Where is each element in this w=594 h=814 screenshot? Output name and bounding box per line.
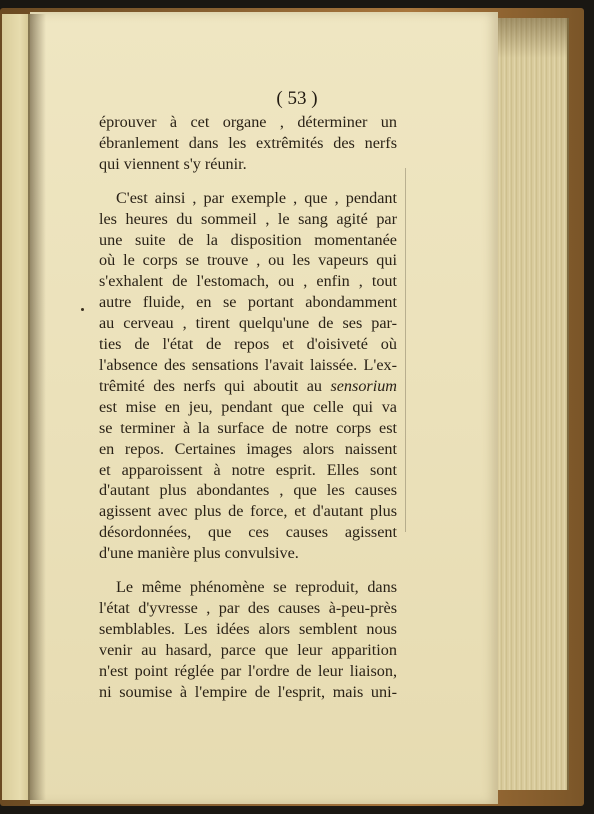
text-line: l'absence des sensations l'avait laissée. L'ex-: [99, 355, 397, 374]
text-line: et apparoissent à notre esprit. Elles sont: [99, 460, 397, 479]
text-line: en repos. Certaines images alors naissent: [99, 439, 397, 458]
text-line: venir au hasard, parce que leur apparition: [99, 640, 397, 659]
text-line: d'autant plus abondantes , que les causes: [99, 481, 397, 500]
text-line: n'est point réglée par l'ordre de leur liaison,: [99, 661, 397, 680]
text-line: ni soumise à l'empire de l'esprit, mais uni-: [99, 682, 397, 701]
text-line: d'une manière plus convulsive.: [99, 544, 299, 563]
text-line: désordonnées, que ces causes agissent: [99, 523, 397, 542]
text-line: est mise en jeu, pendant que celle qui va: [99, 397, 397, 416]
text-line: où le corps se trouve , ou les vapeurs qui: [99, 251, 397, 270]
text-line: Le même phénomène se reproduit, dans: [116, 578, 397, 597]
paragraph: [99, 112, 397, 175]
paragraph-gap: [99, 175, 397, 188]
paragraph: [99, 188, 397, 564]
page-number: [0, 88, 594, 110]
text-line: ties de l'état de repos et d'oisiveté où: [99, 335, 397, 354]
italic-term: sensorium: [330, 376, 397, 395]
text-line: qui viennent s'y réunir.: [99, 154, 247, 173]
text-line: autre fluide, en se portant abondamment: [99, 293, 397, 312]
text-line: [99, 376, 397, 397]
text-line: s'exhalent de l'estomach, ou , enfin , tout: [99, 272, 397, 291]
text-line: semblables. Les idées alors semblent nous: [99, 619, 397, 638]
text-line-prefix: trêmité des nerfs qui aboutit au: [99, 376, 331, 395]
text-line: les heures du sommeil , le sang agité par: [99, 209, 397, 228]
paragraph-gap: [99, 564, 397, 577]
gutter-shadow: [28, 14, 46, 800]
text-line: au cerveau , tirent quelqu'une de ses par-: [99, 314, 397, 333]
text-line: l'état d'yvresse , par des causes à-peu-près: [99, 598, 397, 617]
text-line: C'est ainsi , par exemple , que , pendant: [116, 188, 397, 207]
text-line: une suite de la disposition momentanée: [99, 230, 397, 249]
text-line: se terminer à la surface de notre corps est: [99, 418, 397, 437]
margin-dot: [81, 308, 84, 311]
margin-pencil-line: [405, 168, 406, 532]
page-fore-edge: [492, 18, 569, 790]
text-line: ébranlement dans les extrêmités des nerfs: [99, 133, 397, 152]
paragraph: [99, 577, 397, 702]
page-number-label: ( 53 ): [276, 88, 318, 109]
body-text: [99, 112, 397, 702]
text-line: agissent avec plus de force, et d'autant plus: [99, 502, 397, 521]
text-line: éprouver à cet organe , déterminer un: [99, 113, 397, 131]
